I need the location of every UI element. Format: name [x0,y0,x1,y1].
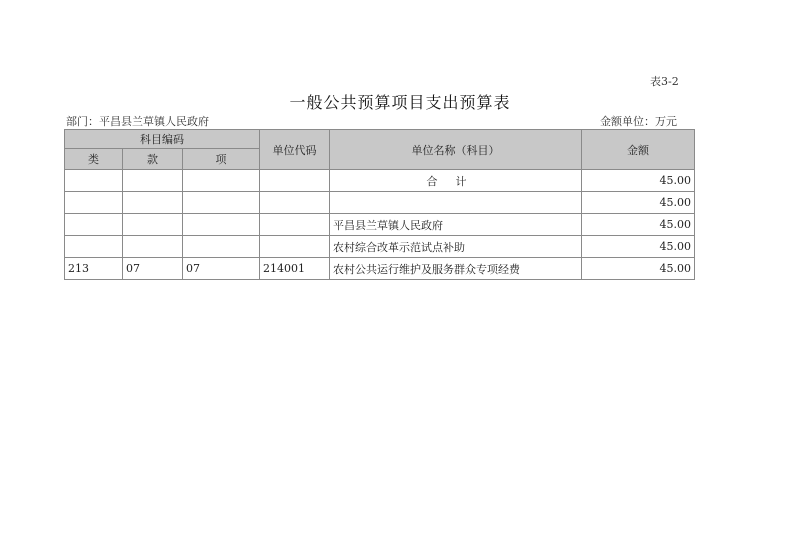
table-row-total [65,170,695,192]
cell-xiang [183,236,260,258]
cell-unit-code [260,170,330,192]
cell-xiang [183,170,260,192]
table-number: 表3-2 [650,75,679,88]
header-lei: 类 [65,149,123,170]
cell-lei [65,192,123,214]
table-row [65,236,695,258]
cell-kuan [123,170,183,192]
department-label: 部门：平昌县兰草镇人民政府 [66,115,209,128]
table-row [65,258,695,280]
header-amount: 金额 [582,130,695,170]
cell-amount: 45.00 [582,214,695,236]
cell-lei [65,214,123,236]
cell-unit-code [260,236,330,258]
page-title: 一般公共预算项目支出预算表 [289,93,511,112]
cell-amount: 45.00 [582,192,695,214]
cell-xiang: 07 [183,258,260,280]
cell-lei [65,170,123,192]
cell-amount: 45.00 [582,170,695,192]
header-xiang: 项 [183,149,260,170]
cell-unit-name [330,192,582,214]
budget-table [64,129,695,280]
cell-kuan [123,214,183,236]
table-row [65,214,695,236]
cell-unit-code [260,192,330,214]
cell-xiang [183,192,260,214]
header-unit-code: 单位代码 [260,130,330,170]
cell-kuan [123,192,183,214]
cell-unit-name: 合计 [330,170,582,192]
amount-unit-label: 金额单位：万元 [600,115,677,128]
cell-lei [65,236,123,258]
cell-unit-code: 214001 [260,258,330,280]
table-row [65,192,695,214]
cell-kuan: 07 [123,258,183,280]
cell-unit-name: 平昌县兰草镇人民政府 [330,214,582,236]
cell-xiang [183,214,260,236]
cell-unit-name: 农村公共运行维护及服务群众专项经费 [330,258,582,280]
header-unit-name: 单位名称（科目） [330,130,582,170]
cell-kuan [123,236,183,258]
cell-amount: 45.00 [582,258,695,280]
header-kuan: 款 [123,149,183,170]
header-subject-code: 科目编码 [65,130,260,149]
cell-lei: 213 [65,258,123,280]
cell-unit-code [260,214,330,236]
cell-amount: 45.00 [582,236,695,258]
cell-unit-name: 农村综合改革示范试点补助 [330,236,582,258]
